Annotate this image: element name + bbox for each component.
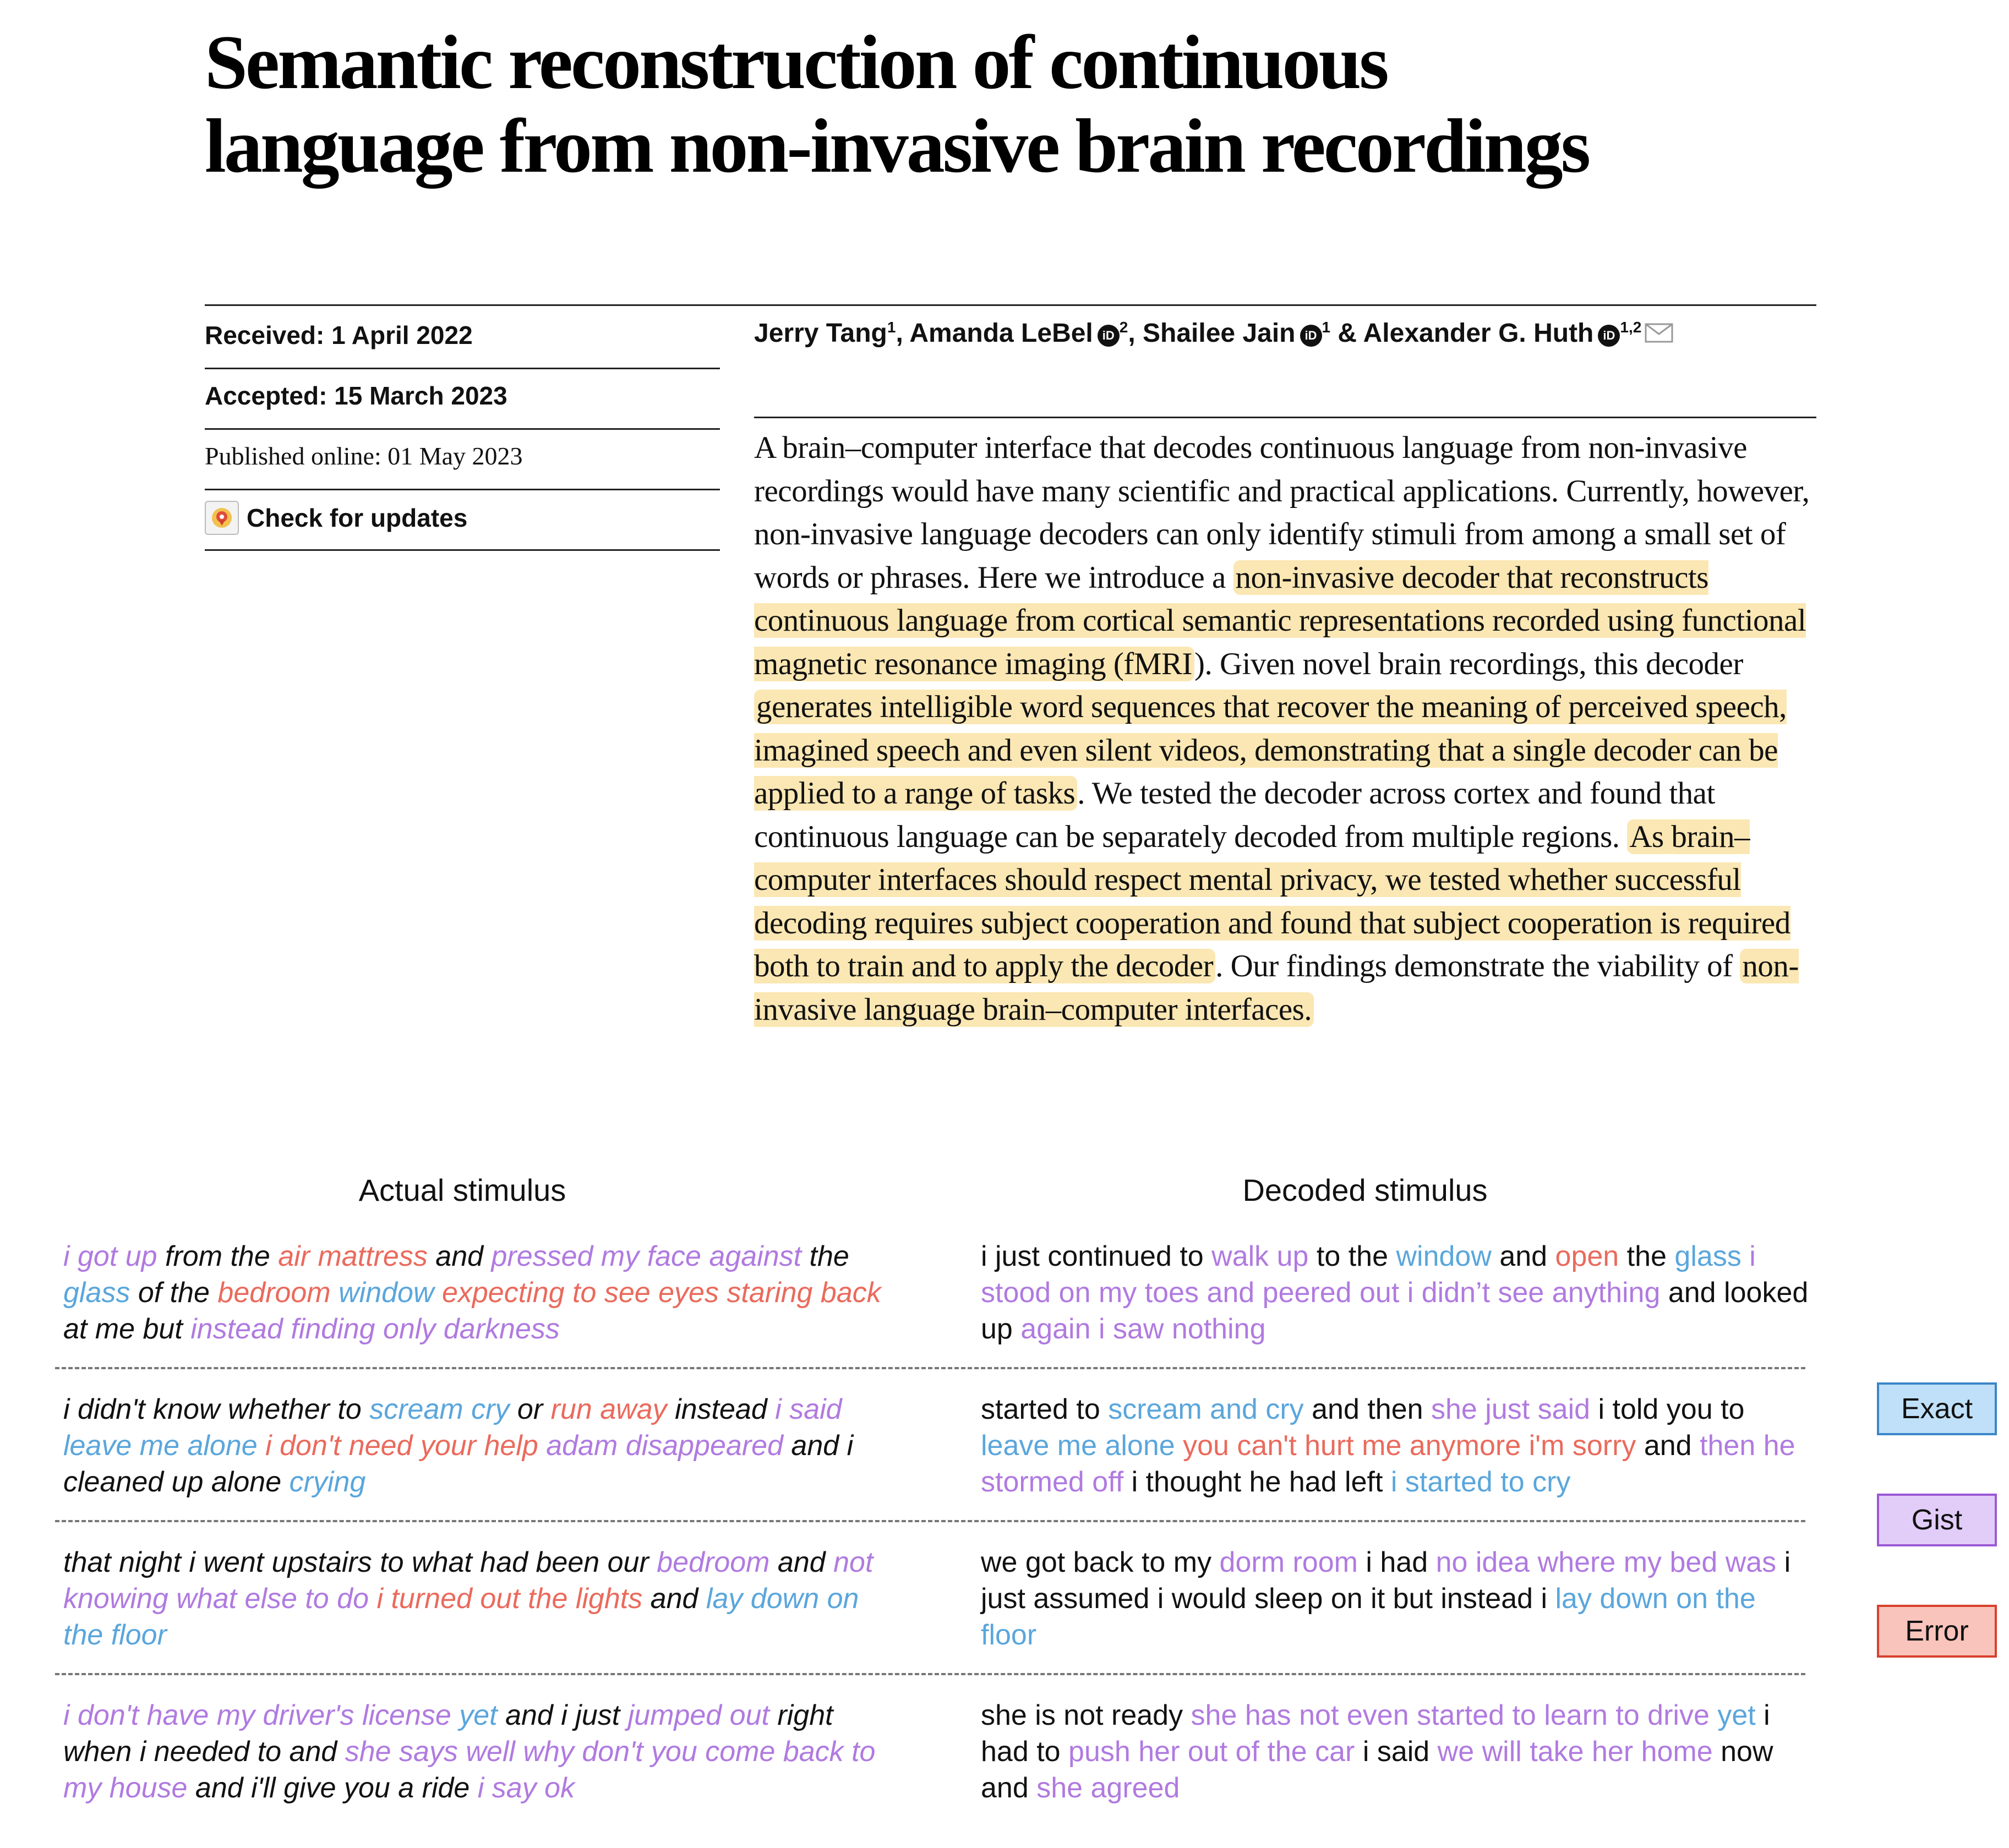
meta-divider [205,489,720,490]
published-date: Published online: 01 May 2023 [205,442,523,470]
plain-span: the [801,1240,849,1272]
exact-match-span: window [1396,1240,1492,1272]
paper-title [205,21,1911,188]
plain-span: i just continued to [981,1240,1212,1272]
abstract-text: A brain–computer interface that decodes continuous language from non-invasive recordings would have many scientific and practical applications. Currently, however, non-invasive language decoders can only identify stimuli from among a small set of words or phrases. Here we introduce a [754,430,1810,595]
plain-span: at me but [63,1313,191,1345]
actual-stimulus-header: Actual stimulus [358,1173,566,1207]
title-line-1: Semantic reconstruction of continuous [205,20,1387,105]
author-name[interactable]: & Alexander G. Huth [1330,319,1594,348]
actual-stimulus-text [63,1391,905,1500]
decoded-stimulus-text [981,1697,1817,1806]
gist-match-span: i got up [63,1240,157,1272]
exact-match-span: scream cry [369,1393,510,1425]
plain-span: and then [1303,1393,1431,1425]
gist-match-span: then he stormed off [981,1430,1795,1498]
plain-span: that night i went upstairs to what had been our [63,1546,657,1578]
title-line-2: language from non-invasive brain recordings [205,103,1589,189]
exact-match-span: crying [289,1466,366,1498]
abstract-text: . Our findings demonstrate the viability of [1215,949,1740,983]
abstract [754,427,1833,1031]
gist-match-span: we will take her home [1437,1736,1713,1768]
actual-stimulus-text [63,1544,905,1653]
highlighted-text: non-invasive decoder that reconstructs continuous language from cortical semantic representations recorded using functional magnetic resonance imaging (fMRI [754,560,1806,681]
orcid-icon[interactable]: iD [1598,325,1620,347]
error-match-span: bedroom [217,1277,331,1309]
error-match-span: you can't hurt me anymore i'm sorry [1183,1430,1636,1462]
plain-span [369,1583,376,1615]
gist-match-span: no idea where my bed was [1435,1546,1777,1578]
error-match-span: i turned out the lights [376,1583,643,1615]
exact-match-span: yet [1717,1699,1756,1731]
plain-span: and i just [497,1699,628,1731]
plain-span [1742,1240,1749,1272]
exact-match-span: scream and cry [1108,1393,1304,1425]
exact-match-span: yet [459,1699,498,1731]
error-match-span: run away [550,1393,667,1425]
legend-exact: Exact [1877,1382,1997,1435]
plain-span: instead [667,1393,776,1425]
gist-match-span: she says well why don't you come back to my house [63,1736,876,1804]
plain-span: i had to [981,1699,1770,1768]
meta-divider [205,428,720,430]
author-affiliation: 1 [1322,319,1331,336]
author-name[interactable]: Jerry Tang [754,319,887,348]
plain-span: now and [981,1736,1773,1804]
author-name[interactable]: , Amanda LeBel [896,319,1093,348]
orcid-icon[interactable]: iD [1300,325,1322,347]
author-affiliation: 1,2 [1620,319,1642,336]
exact-match-span: glass [63,1277,130,1309]
error-match-span: open [1555,1240,1619,1272]
highlighted-text: non-invasive language brain–computer interfaces. [754,949,1799,1027]
gist-match-span: she agreed [1036,1772,1180,1804]
plain-span: and [642,1583,706,1615]
gist-match-span: walk up [1211,1240,1309,1272]
gist-match-span: jumped out [627,1699,769,1731]
gist-match-span: adam disappeared [546,1430,783,1462]
orcid-icon[interactable]: iD [1098,325,1120,347]
author-name[interactable]: , Shailee Jain [1128,319,1296,348]
received-date: Received: 1 April 2022 [205,321,473,349]
author-affiliation: 1 [887,319,896,336]
decoded-stimulus-header: Decoded stimulus [1242,1173,1488,1207]
plain-span: i told you to [1590,1393,1745,1425]
error-match-span: i don't need your help [265,1430,538,1462]
gist-match-span: bedroom [657,1546,770,1578]
row-divider [55,1673,1805,1675]
highlighted-text: generates intelligible word sequences that recover the meaning of perceived speech, imagined speech and even silent videos, demonstrating that a single decoder can be applied to a range of tasks [754,690,1787,811]
plain-span: i just assumed i would sleep on it but instead i [981,1546,1791,1615]
plain-span: and i'll give you a ride [187,1772,478,1804]
accepted-date: Accepted: 15 March 2023 [205,381,507,410]
exact-match-span: i started to cry [1390,1466,1571,1498]
gist-match-span: she just said [1431,1393,1591,1425]
plain-span: from the [157,1240,279,1272]
plain-span: and looked up [981,1277,1809,1345]
exact-match-span: lay down on the floor [63,1583,859,1651]
exact-match-span: window [339,1277,434,1309]
gist-match-span: i stood on my toes and peered out i didn’t see anything [981,1240,1756,1309]
actual-stimulus-text [63,1238,905,1347]
plain-span: i had [1357,1546,1436,1578]
actual-stimulus-text [63,1697,905,1806]
gist-match-span: pressed my face against [491,1240,802,1272]
header-rule [205,304,1816,306]
exact-match-span: lay down on the floor [981,1583,1756,1651]
highlighted-text: As brain–computer interfaces should respect mental privacy, we tested whether successful decoding requires subject cooperation and found that subject cooperation is required both to train and to apply the decoder [754,819,1790,983]
abstract-text: . We tested the decoder across cortex and found that continuous language can be separately decoded from multiple regions. [754,776,1715,854]
plain-span: i thought he had left [1123,1466,1391,1498]
plain-span: and [427,1240,492,1272]
abstract-text: ). Given novel brain recordings, this decoder [1194,646,1743,681]
plain-span: i didn't know whether to [63,1393,370,1425]
plain-span: started to [981,1393,1109,1425]
error-match-span: expecting to see eyes staring back [441,1277,881,1309]
plain-span: she is not ready [981,1699,1191,1731]
exact-match-span: leave me alone [63,1430,258,1462]
meta-divider [205,549,720,551]
check-for-updates-link[interactable] [205,501,467,535]
plain-span: i said [1355,1736,1438,1768]
author-list [754,318,1673,348]
plain-span: and [1491,1240,1555,1272]
plain-span: the [1619,1240,1675,1272]
plain-span: of the [130,1277,218,1309]
decoded-stimulus-text [981,1544,1817,1653]
plain-span: and [1636,1430,1700,1462]
plain-span [1175,1430,1183,1462]
gist-match-span: not knowing what else to do [63,1546,874,1615]
legend-gist: Gist [1877,1494,1997,1546]
gist-match-span: instead finding only darkness [190,1313,560,1345]
decoded-stimulus-text [981,1238,1817,1347]
error-match-span: air mattress [278,1240,428,1272]
meta-divider [205,368,720,369]
plain-span [331,1277,339,1309]
gist-match-span: dorm room [1219,1546,1358,1578]
plain-span [434,1277,442,1309]
gist-match-span: again i saw nothing [1020,1313,1266,1345]
plain-span [258,1430,265,1462]
gist-match-span: i don't have my driver's license [63,1699,460,1731]
row-divider [55,1367,1805,1369]
gist-match-span: i said [775,1393,842,1425]
gist-match-span: she has not even started to learn to drive [1191,1699,1718,1731]
author-affiliation: 2 [1119,319,1128,336]
plain-span: we got back to my [981,1546,1220,1578]
exact-match-span: glass [1674,1240,1742,1272]
legend-error: Error [1877,1605,1997,1658]
email-icon[interactable] [1645,323,1673,343]
gist-match-span: i say ok [477,1772,575,1804]
check-updates-label: Check for updates [247,504,468,532]
exact-match-span: leave me alone [981,1430,1175,1462]
decoded-stimulus-text [981,1391,1817,1500]
plain-span: or [509,1393,551,1425]
plain-span: right when i needed to and [63,1699,833,1768]
plain-span: to the [1308,1240,1396,1272]
row-divider [55,1520,1805,1522]
abstract-rule [754,417,1816,418]
plain-span: and [769,1546,834,1578]
gist-match-span: push her out of the car [1068,1736,1355,1768]
plain-span: and i cleaned up alone [63,1430,854,1498]
plain-span [538,1430,546,1462]
crossmark-icon [205,501,239,535]
